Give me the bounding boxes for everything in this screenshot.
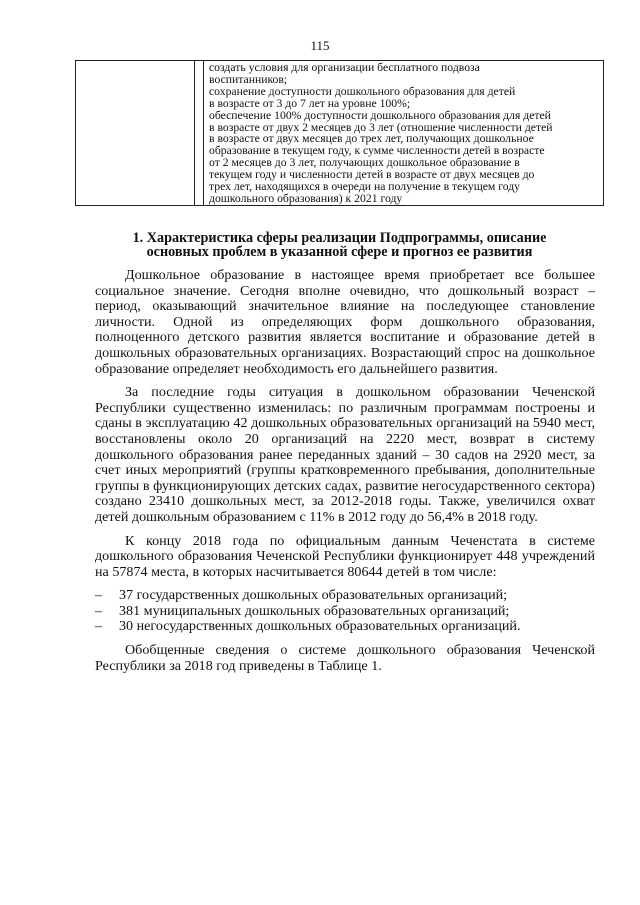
- section-heading-line-2: основных проблем в указанной сфере и прогноз ее развития: [146, 243, 533, 260]
- paragraph-4: Обобщенные сведения о системе дошкольного образования Чеченской Республики за 2018 год приведены в Таблице 1.: [95, 642, 595, 674]
- table-cell-empty-1: [76, 61, 195, 206]
- paragraph-1: Дошкольное образование в настоящее время приобретает все большее социальное значение. Сегодня вполне очевидно, что дошкольный возраст – период, оказывающий значительное влияние на последующее становление личности. Одной из определяющих форм дошкольного образования, полноценного детского развития является воспитание и образование детей в дошкольных образовательных организациях. Возрастающий спрос на дошкольное образование определяет необходимость его дальнейшего развития.: [95, 267, 595, 377]
- list-item-text: 30 негосударственных дошкольных образовательных организаций.: [119, 618, 521, 635]
- table-line: в возрасте от двух 2 месяцев до 3 лет (отношение численности детей: [209, 120, 553, 134]
- list-item-text: 381 муниципальных дошкольных образовательных организаций;: [119, 602, 510, 619]
- objectives-table: [75, 60, 604, 206]
- body-text: [95, 268, 595, 682]
- paragraph-3: К концу 2018 года по официальным данным Чеченстата в системе дошкольного образования Чеченской Республики функционирует 448 учреждений на 57874 места, в которых насчитывается 80644 детей в том числе:: [95, 532, 595, 580]
- section-heading: [75, 232, 604, 259]
- list-dash: –: [95, 618, 103, 635]
- table-line: в возрасте от 3 до 7 лет на уровне 100%;: [209, 96, 411, 110]
- table-line: сохранение доступности дошкольного образования для детей: [209, 84, 516, 98]
- table-row: [76, 61, 604, 206]
- table-line: трех лет, находящихся в очереди на получение в текущем году: [209, 180, 521, 194]
- list-item-text: 37 государственных дошкольных образовательных организаций;: [119, 587, 508, 604]
- table-line: текущем году и численности детей в возрасте от двух месяцев до: [209, 168, 535, 182]
- page-number: 115: [310, 38, 330, 53]
- list-dash: –: [95, 587, 103, 604]
- section-heading-line-1: 1. Характеристика сферы реализации Подпрограммы, описание: [132, 230, 547, 246]
- list-dash: –: [95, 602, 103, 619]
- table-cell-empty-2: [195, 61, 204, 206]
- table-line: обеспечение 100% доступности дошкольного образования для детей: [209, 108, 551, 122]
- list-item: [95, 604, 595, 620]
- table-line: в возрасте от двух месяцев до трех лет, получающих дошкольное: [209, 132, 534, 146]
- table-cell-objectives: [204, 61, 604, 206]
- list-item: [95, 588, 595, 604]
- table-line: дошкольного образования) к 2021 году: [209, 191, 403, 205]
- paragraph-2: За последние годы ситуация в дошкольном образовании Чеченской Республики существенно изменилась: по различным программам построены и сданы в эксплуатацию 42 дошкольных образовательных организаций на 5940 мест, восстановлены около 20 организаций на 2220 мест, возврат в систему дошкольного образования ранее переданных зданий – 30 садов на 2920 мест, за счет иных мероприятий (группы кратковременного пребывания, дополнительные группы в функционирующих детских садах, развитие негосударственного сектора) создано 23410 дошкольных мест, за 2012-2018 годы. Также, увеличился охват детей дошкольным образованием с 11% в 2012 году до 56,4% в 2018 году.: [95, 384, 595, 525]
- institutions-list: [95, 588, 595, 635]
- table-line: воспитанников;: [209, 72, 288, 86]
- table-line: образование в текущем году, к сумме численности детей в возрасте: [209, 144, 545, 158]
- table-line: создать условия для организации бесплатного подвоза: [209, 61, 480, 74]
- list-item: [95, 619, 595, 635]
- table-line: от 2 месяцев до 3 лет, получающих дошкольное образование в: [209, 156, 520, 170]
